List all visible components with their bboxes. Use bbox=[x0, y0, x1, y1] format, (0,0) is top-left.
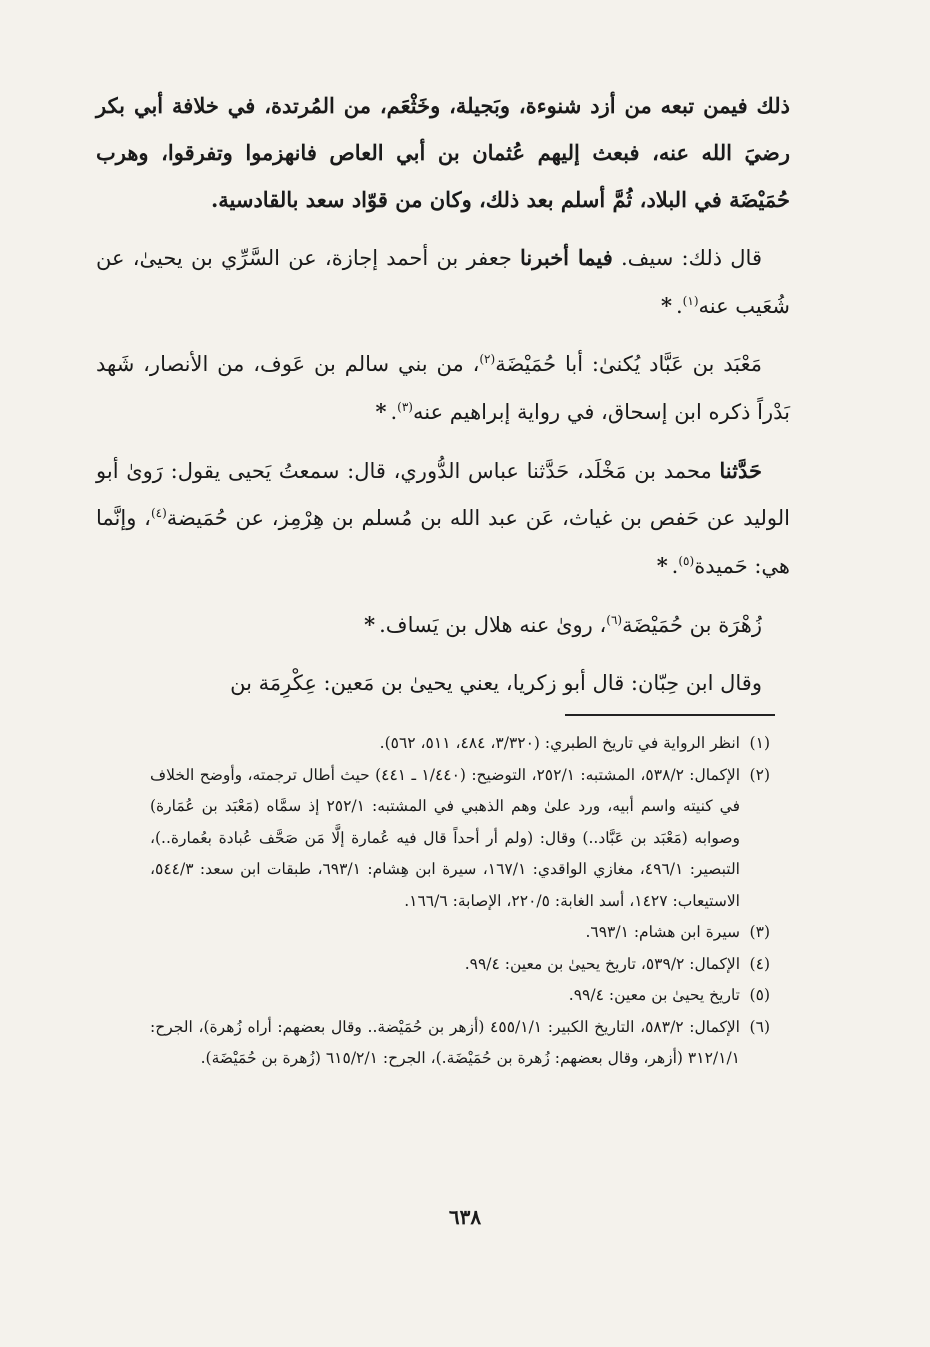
page-number: ٦٣٨ bbox=[448, 1205, 482, 1229]
paragraph-2-akhbarana: فيما أخبرنا bbox=[520, 245, 613, 270]
footnote-ref-4: (٤) bbox=[150, 506, 167, 520]
paragraph-2 bbox=[96, 234, 790, 330]
star-marker: * bbox=[375, 399, 387, 424]
footnote-5 bbox=[150, 980, 770, 1012]
footnote-text: الإكمال: ٥٨٣/٢، التاريخ الكبير: ٤٥٥/١/١ (أزهر بن حُمَيْضة.. وقال بعضهم: أراه زُهرة)، الجرح: ٣١٢/١/١ (أزهر، وقال بعضهم: زُهرة بن حُمَيْضَة.)، الجرح: ٦١٥/٢/١ (زُهرة بن حُمَيْضَة). bbox=[150, 1017, 740, 1067]
paragraph-5-name: زُهْرَة بن حُمَيْضَة bbox=[622, 613, 762, 637]
footnote-number: (٤) bbox=[749, 954, 770, 973]
footnote-ref-2: (٢) bbox=[479, 352, 496, 366]
footnote-text: تاريخ يحيىٰ بن معين: ٩٩/٤. bbox=[568, 986, 740, 1004]
footnote-ref-6: (٦) bbox=[606, 613, 623, 627]
footnote-2 bbox=[150, 760, 770, 918]
footnote-text: انظر الرواية في تاريخ الطبري: (٣/٣٢٠، ٤٨٤، ٥١١، ٥٦٢). bbox=[379, 734, 740, 752]
footnote-ref-3: (٣) bbox=[397, 400, 413, 414]
paragraph-2-end: . bbox=[675, 294, 683, 318]
footnote-number: (١) bbox=[749, 734, 770, 752]
paragraph-3-text: ، من بني سالم بن عَوف، من الأنصار، شَهد بَدْراً ذكره ابن إسحاق، في رواية إبراهيم عنه bbox=[96, 352, 790, 424]
paragraph-5-text: ، روىٰ عنه هلال بن يَساف. bbox=[379, 613, 607, 637]
paragraph-5 bbox=[96, 601, 790, 649]
paragraph-3-end: . bbox=[390, 400, 398, 424]
paragraph-3-name: مَعْبَد بن عَبَّاد يُكنىٰ: أبا حُمَيْضَة bbox=[495, 352, 762, 376]
paragraph-2-chain: جعفر بن أحمد إجازة، عن السَّرِّي بن يحيىٰ، عن شُعَيب عنه bbox=[96, 246, 790, 318]
footnote-text: الإكمال: ٥٣٩/٢، تاريخ يحيىٰ بن معين: ٩٩/٤. bbox=[464, 954, 740, 973]
footnote-number: (٦) bbox=[749, 1017, 770, 1036]
paragraph-4-text-2: ، وإنَّما هي: حَميدة bbox=[96, 506, 790, 578]
star-marker: * bbox=[364, 612, 376, 637]
paragraph-4-text: محمد بن مَخْلَد، حَدَّثنا عباس الدُّوري، قال: سمعتُ يَحيى يقول: رَوىٰ أبو الوليد عن حَفص بن غياث، عَن عبد الله بن مُسلم بن هِرْمِز، عن حُمَيضة bbox=[96, 459, 791, 530]
footnote-number: (٥) bbox=[749, 986, 770, 1004]
paragraph-3 bbox=[96, 341, 790, 436]
footnote-divider bbox=[565, 714, 775, 716]
paragraph-4 bbox=[96, 447, 790, 590]
star-marker: * bbox=[661, 293, 672, 318]
footnote-text: الإكمال: ٥٣٨/٢، المشتبه: ٢٥٢/١، التوضيح: (١/٤٤٠ ـ ٤٤١) حيث أطال ترجمته، وأوضح الخلاف في كنيته واسم أبيه، ورد علىٰ وهم الذهبي في المشتبه: ٢٥٢/١ إذ سمَّاه (مَعْبَد بن عُمَارة) وصوابه (مَعْبَد بن عَبَّاد..) وقال: (ولم أر أحداً قال فيه عُمارة إلَّا مَن صَحَّف عُبادة بعُمارة..)، التبصير: ٤٩٦/١، مغازي الواقدي: ١٦٧/١، سيرة ابن هِشام: ٦٩٣/١، طبقات ابن سعد: ٥٤٤/٣، الاستيعاب: ١٤٢٧، أسد الغابة: ٢٢٠/٥، الإصابة: ١٦٦/٦. bbox=[150, 765, 741, 910]
footnote-6 bbox=[150, 1012, 770, 1075]
footnote-4 bbox=[150, 949, 770, 981]
footnote-ref-5: (٥) bbox=[678, 554, 695, 568]
paragraph-1-text: ذلك فيمن تبعه من أزد شنوءة، وبَجيلة، وخَثْعَم، من المُرتدة، في خلافة أبي بكر رضيَ الله عنه، فبعث إليهم عُثمان بن أبي العاص فانهزموا وتفرقوا، وهرب حُمَيْضَة في البلاد، ثُمَّ أسلم بعد ذلك، وكان من قوّاد سعد بالقادسية. bbox=[96, 93, 790, 212]
footnote-3 bbox=[150, 917, 770, 949]
paragraph-6 bbox=[96, 660, 790, 707]
paragraph-6-text: وقال ابن حِبّان: قال أبو زكريا، يعني يحيىٰ بن مَعين: عِكْرِمَة بن bbox=[230, 671, 762, 695]
footnote-number: (٣) bbox=[749, 923, 770, 941]
footnote-ref-1: (١) bbox=[682, 294, 699, 308]
paragraph-4-haddathana: حَدَّثنا bbox=[719, 458, 762, 483]
footnote-1 bbox=[150, 728, 770, 760]
paragraph-1 bbox=[96, 82, 790, 223]
paragraph-4-end: . bbox=[671, 554, 679, 578]
footnotes bbox=[150, 728, 770, 1075]
footnote-text: سيرة ابن هشام: ٦٩٣/١. bbox=[585, 923, 740, 941]
footnote-number: (٢) bbox=[749, 765, 770, 784]
star-marker: * bbox=[656, 553, 668, 578]
main-text bbox=[96, 82, 790, 718]
paragraph-2-source: قال ذلك: سيف. bbox=[621, 246, 762, 270]
